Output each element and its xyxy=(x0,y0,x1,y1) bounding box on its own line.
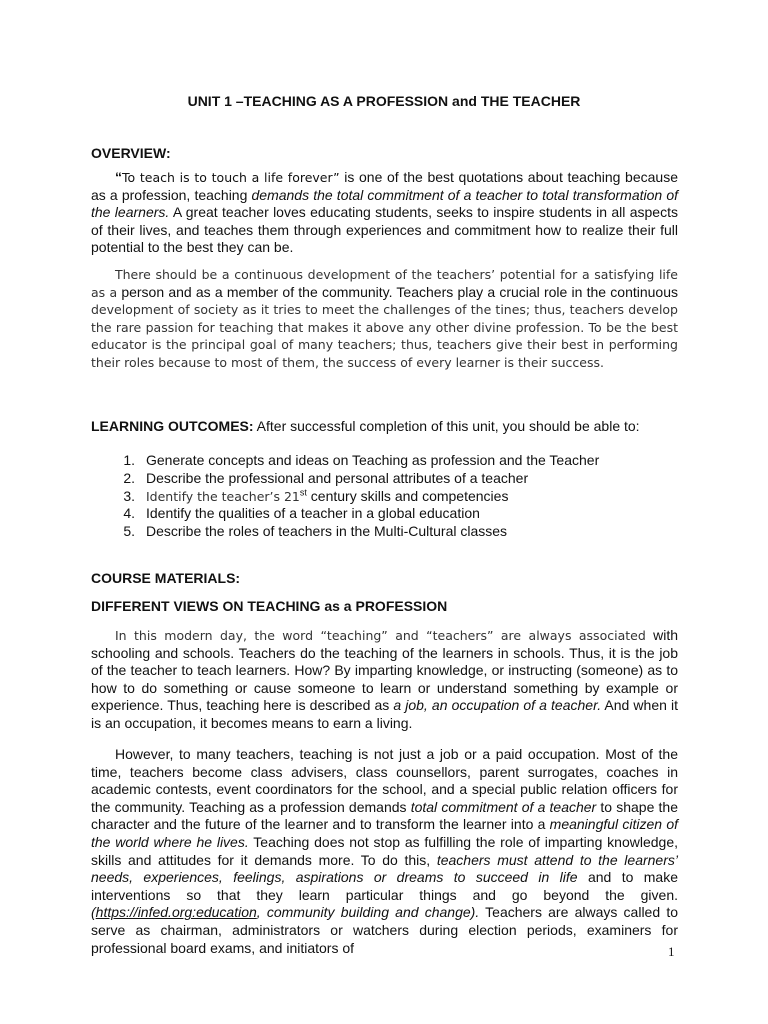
learning-outcomes-list xyxy=(91,452,599,541)
overview-paragraph-2 xyxy=(91,266,678,372)
views-p2-text-3: Teaching does not stop as fulfilling the role of imparting knowledge, skills and attitudes for it demands more. To do this, xyxy=(91,833,678,868)
open-quote: “ xyxy=(115,169,122,185)
views-p2-text-2: to shape the character and the future of the learner and to transform the learner into a xyxy=(91,798,678,833)
views-p2-emphasis-3: teachers must attend to the learners’ needs, experiences, feelings, aspirations or dreams to succeed in life xyxy=(91,851,678,886)
list-item xyxy=(91,488,599,506)
overview-p2-light-text-2: development of society as it tries to meet the challenges of the tines; thus, teachers develop the rare passion for teaching that makes it above any other divine profession. To be the best educator is the principal goal of many teachers; thus, teachers give their best in performing their roles xyxy=(91,302,678,370)
list-item xyxy=(91,470,599,488)
views-p1-light-text: In this modern day, the word “teaching” and “teachers” are always associated xyxy=(115,628,646,643)
views-p2-text-end: Teachers are always called to serve as chairman, administrators or watchers during election periods, examiners for professional board exams, and initiators of xyxy=(91,904,678,956)
overview-p1-text: is one of the best quotations about teaching because as a profession, teaching xyxy=(91,169,678,203)
list-text: Generate concepts and ideas on Teaching as profession and the Teacher xyxy=(146,452,600,468)
list-number: 4. xyxy=(123,505,135,522)
list-number: 1. xyxy=(123,452,135,468)
views-p2-paren-open: ( xyxy=(91,904,96,921)
section-heading: DIFFERENT VIEWS ON TEACHING as a PROFESSION xyxy=(91,598,448,614)
learning-outcomes-line xyxy=(91,418,640,434)
superscript: st xyxy=(299,486,307,497)
list-text: Describe the professional and personal attributes of a teacher xyxy=(146,469,529,486)
list-number: 2. xyxy=(123,469,135,486)
views-p1-text: with schooling and schools. Teachers do the teaching of the learners in schools. Thus, it is the job of the teacher to teach learners. How? By imparting knowledge, or instructing (someone) as to how to do something or cause someone to learn or understand something by example or experience. Thus, teaching here is described as xyxy=(91,627,679,714)
views-paragraph-2 xyxy=(91,746,678,957)
overview-p2-text: person and as a member of the community. Teachers play a crucial role in the continuous xyxy=(117,283,678,300)
infed-link[interactable]: https://infed.org:education xyxy=(95,904,257,921)
list-item xyxy=(91,452,599,470)
unit-title: UNIT 1 –TEACHING AS A PROFESSION and THE TEACHER xyxy=(187,93,581,109)
list-number: 5. xyxy=(123,523,135,540)
list-item xyxy=(91,505,599,523)
list-text-pre: Identify the teacher’s 21 xyxy=(146,488,300,504)
list-text-post: century skills and competencies xyxy=(306,487,509,504)
views-p2-text-4: and to make interventions so that they learn particular things and go beyond the given. xyxy=(91,869,678,903)
views-paragraph-1 xyxy=(91,627,678,733)
overview-p1-text-end: A great teacher loves educating students, seeks to inspire students in all aspects of their lives, and teaches them through experiences and commitment how to realize their full potential to the best they can be. xyxy=(91,204,678,256)
views-p2-emphasis: total commitment of a teacher xyxy=(410,798,597,815)
views-p2-text: However, to many teachers, teaching is not just a job or a paid occupation. Most of the time, teachers become class advisers, class counsellors, parent surrogates, coaches in academic contests, event coordinators for the school, and a special public relation officers for the community. Teaching as a profession demands xyxy=(91,746,678,815)
list-item xyxy=(91,523,599,541)
learning-outcomes-intro: After successful completion of this unit, you should be able to: xyxy=(253,418,640,434)
overview-heading: OVERVIEW: xyxy=(91,145,171,161)
views-p2-citation: , community building and change). xyxy=(256,904,480,921)
overview-p1-emphasis: demands the total commitment of a teacher to total transformation of the learners. xyxy=(91,186,678,221)
overview-p2-light-text: There should be a continuous development of the teachers’ potential for a satisfying life as a xyxy=(91,267,678,300)
quotation: To teach is to touch a life forever” xyxy=(122,170,340,185)
views-p1-text-end: And when it is an occupation, it becomes means to earn a living. xyxy=(91,697,678,731)
learning-outcomes-heading: LEARNING OUTCOMES: xyxy=(91,418,254,434)
list-number: 3. xyxy=(123,487,135,504)
overview-p2-text-end: because to most of them, the success of every learner is their success. xyxy=(154,354,604,370)
overview-paragraph-1 xyxy=(91,169,678,257)
list-text xyxy=(135,488,508,504)
list-text: Describe the roles of teachers in the Multi-Cultural classes xyxy=(146,523,508,540)
list-text: Identify the qualities of a teacher in a global education xyxy=(146,505,480,522)
course-materials-heading: COURSE MATERIALS: xyxy=(91,570,241,586)
page-number: 1 xyxy=(668,944,675,959)
views-p1-emphasis: a job, an occupation of a teacher. xyxy=(393,697,602,714)
views-p2-emphasis-2: meaningful citizen of the world where he lives. xyxy=(91,816,678,850)
